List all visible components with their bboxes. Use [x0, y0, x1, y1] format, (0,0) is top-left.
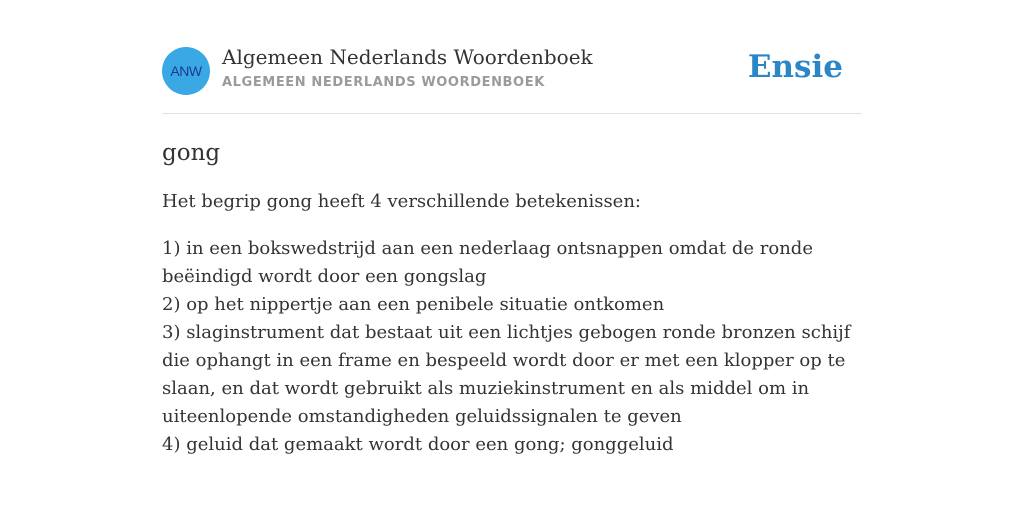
entry-card — [162, 40, 862, 459]
logo-text: ANW — [170, 63, 202, 79]
header — [162, 40, 862, 114]
definition-item: 1) in een bokswedstrijd aan een nederlaag ontsnappen omdat de ronde beëindigd wordt door een gongslag — [162, 238, 813, 287]
source-title[interactable]: Algemeen Nederlands Woordenboek — [222, 45, 593, 69]
definition-item: 2) op het nippertje aan een penibele situatie ontkomen — [162, 294, 665, 315]
entry-word: gong — [162, 140, 221, 166]
definition-item: 3) slaginstrument dat bestaat uit een lichtjes gebogen ronde bronzen schijf die ophangt in een frame en bespeeld wordt door er met een klopper op te slaan, en dat wordt gebruikt als muziekinstrument en als middel om in uiteenlopende omstandigheden geluidssignalen te geven — [162, 322, 851, 427]
definition-list — [162, 235, 862, 459]
definition-item: 4) geluid dat gemaakt wordt door een gong; gonggeluid — [162, 434, 674, 455]
source-subtitle: ALGEMEEN NEDERLANDS WOORDENBOEK — [222, 75, 545, 90]
anw-logo[interactable] — [162, 47, 210, 95]
ensie-logo[interactable]: Ensie — [747, 49, 843, 85]
entry-intro: Het begrip gong heeft 4 verschillende betekenissen: — [162, 191, 641, 212]
